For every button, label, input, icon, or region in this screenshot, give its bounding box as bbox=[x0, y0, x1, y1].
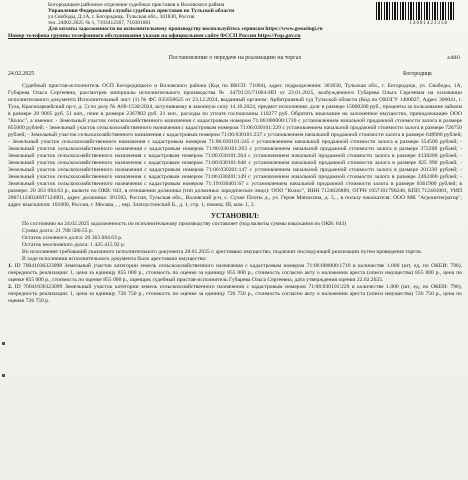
header-area bbox=[8, 2, 462, 32]
body-paragraph: Судебный пристав-исполнитель ОСП Богородицкого и Воловского района (Код по ВКСП: 71004), адрес подразделения: 301830, Тульская обл., г. Богородицк, ул. Свободы, 1А, Губарева Ольга Сергеевна, рассмотрев материалы исполнительного производства № 34791/25/71004-ИП от 23.01.2025, возбужденного Губарева Ольга Сергеевна на основании исполнительного документа Исполнительный лист (1) № ФС 035058625 от 23.12.2024, выданный органом: Арбитражный суд Тульской области (Код по ОКОГУ 1400027, Адрес 300041, г. Тула, Красноармейский пр-т, д. 5) по делу № А68-1530/2024, вступившему в законную силу 14.10.2024, предмет исполнения: долг в размере 15000200 руб., проценты за пользование займом в размере 20 9005 руб. 51 коп., пени в размере 2367802 руб. 21 коп., расходы по уплате госпошлины 110277 руб. Обратить взыскание на заложенное имущество, принадлежащее ООО "Колос", а именно: - Земельный участок сельскохозяйственного назначения с кадастровым номером 71:06:000000:1710 с установлением начальной продажной стоимости залога в размере 855000 рублей; - Земельный участок сельскохозяйственного назначения с кадастровым номером 71:06:030101:229 с установлением начальной продажной стоимости залога в размере 726750 рублей; - Земельный участок сельскохозяйственного назначения с кадастровым номером 71:06:030101:237 с установлением начальной продажной стоимости залога в размере 648900 рублей; - Земельный участок сельскохозяйственного назначения с кадастровым номером 71:06:030101:245 с установлением начальной продажной стоимости залога в размере 354500 рублей; - Земельный участок сельскохозяйственного назначения с кадастровым номером 71:06:030101:263 с установлением начальной продажной стоимости залога в размере 372208 рублей; - Земельный участок сельскохозяйственного назначения с кадастровым номером 71:06:030101:264 с установлением начальной продажной стоимости залога в размере 4138200 рублей; - Земельный участок сельскохозяйственного назначения с кадастровым номером 71:06:030101:646 с установлением начальной продажной стоимости залога в размере 825 990 рублей; - Земельный участок сельскохозяйственного назначения с кадастровым номером 71:06:030201:147 с установлением начальной продажной стоимости залога в размере 201330 рублей; - Земельный участок сельскохозяйственного назначения с кадастровым номером 71:06:030201:149 с установлением начальной продажной стоимости залога в размере 2462400 рублей; - Земельный участок сельскохозяйственного назначения с кадастровым номером 71:19:030401:67 с установлением начальной продажной стоимости залога в размере 8361900 рублей; в размере: 20 363 084.63 р., валюте по ОКВ: 643, в отношении должника (тип должника: юридическое лицо): ООО "Колос", ИНН 7124026889, ОГРН 1057101790246, КПП 712401001, УИП 20071124024697124001, адрес должника: 301582, Россия, Тульская обл., Воловский р-н, с. Сухие Плоты д., ул. Героя Матюхина, д. 5, , в пользу взыскателя: ООО МК "Агроинтегратор", адрес взыскателя: 101000, Россия, г. Москва, , , пер. Златоустинский Б., д. 1, стр. 1, помещ. III, ком. 1, 2. bbox=[8, 82, 462, 208]
department-header bbox=[48, 2, 368, 32]
corner-mark: я.ФЮ bbox=[447, 56, 460, 61]
property-item bbox=[8, 284, 462, 305]
arrest-line: Во исполнение требований указанного исполнительного документа 28.01.2025 г. арестовано имущество, подлежит последующей реализации путем проведения торгов. bbox=[22, 249, 423, 256]
section-heading: УСТАНОВИЛ: bbox=[210, 211, 260, 220]
header-line: Управления Федеральной службы судебных приставов по Тульской области bbox=[48, 8, 235, 14]
phone-note: Номер телефона группы телефонного обслуживания указан на официальном сайте ФССП России https://fssp.gov.ru bbox=[8, 33, 301, 39]
header-line: Богородицкое районное отделение судебных приставов и Воловского района bbox=[48, 2, 225, 8]
debt-amount-line: Сумма долга: 21 788 500.55 р. bbox=[22, 228, 94, 235]
header-line: тел. 24002.2625 № 1, 7103412567, 710301001 bbox=[48, 20, 151, 26]
principal-remaining-line: Остаток основного долга: 20 363 084.63 р. bbox=[22, 235, 123, 242]
debt-status-line: По состоянию на 24.02.2025 задолженность по исполнительному производству составляет (под валюты суммы взыскания по ОКВ: 643) bbox=[22, 221, 347, 228]
header-line: Для оплаты задолженности по исполнительному производству воспользуйтесь сервисом https://www.gosuslugi.ru bbox=[48, 26, 323, 32]
document-date: 24.02.2025 bbox=[8, 71, 35, 77]
margin-mark bbox=[2, 374, 5, 377]
item-number: 1. bbox=[8, 263, 13, 270]
arrested-property-line: В ходе исполнения исполнительного документа было арестовано имущество: bbox=[22, 256, 207, 263]
item-number: 2. bbox=[8, 284, 13, 291]
document-place: Богородицк bbox=[403, 71, 432, 77]
barcode bbox=[376, 2, 454, 20]
document-title: Постановление о передаче на реализацию на торгах bbox=[168, 55, 302, 62]
margin-mark bbox=[2, 342, 5, 345]
item-text: ID 70041036323098 Земельный участок категории земель сельскохозяйственного назначения с кадастровым номером 71:06:000000:1710 в количестве 1.000 (шт, ед, по ОКЕИ: 796), очередность реализации: 1, цена за единицу 855 000 р., стоимость по оценке за единицу 855 000 р., стоимость согласно акту о наложении ареста (описи имущества) 855 000 р., цена по оценке 855 000 р., стоимость по оценке 855 000 р., оценщик судебный пристав-исполнитель Губарева Ольга Сергеевна, дата утверждения оценки 22.02.2025. bbox=[8, 263, 462, 284]
date-place-row bbox=[8, 71, 462, 78]
header-line: ул.Свободы, Д.1А, г. Богородицк, Тульская обл., 301830, Россия bbox=[48, 14, 195, 20]
barcode-number: 14681423358 bbox=[409, 21, 448, 26]
item-text: ID 70041036323099 Земельный участок категории земель сельскохозяйственного назначения с кадастровым номером 71:06:030101:229 в количестве 1.000 (шт, ед, по ОКЕИ: 796), очередность реализации: 1, цена за единицу 726 750 р., стоимость по оценке за единицу 726 750 р., стоимость согласно акту о наложении ареста (описи имущества) 726 750 р., цена по оценке 726 750 р. bbox=[8, 284, 462, 305]
property-item bbox=[8, 263, 462, 284]
secondary-remaining-line: Остаток неосновного долга: 1 425 415.92 р. bbox=[22, 242, 126, 249]
